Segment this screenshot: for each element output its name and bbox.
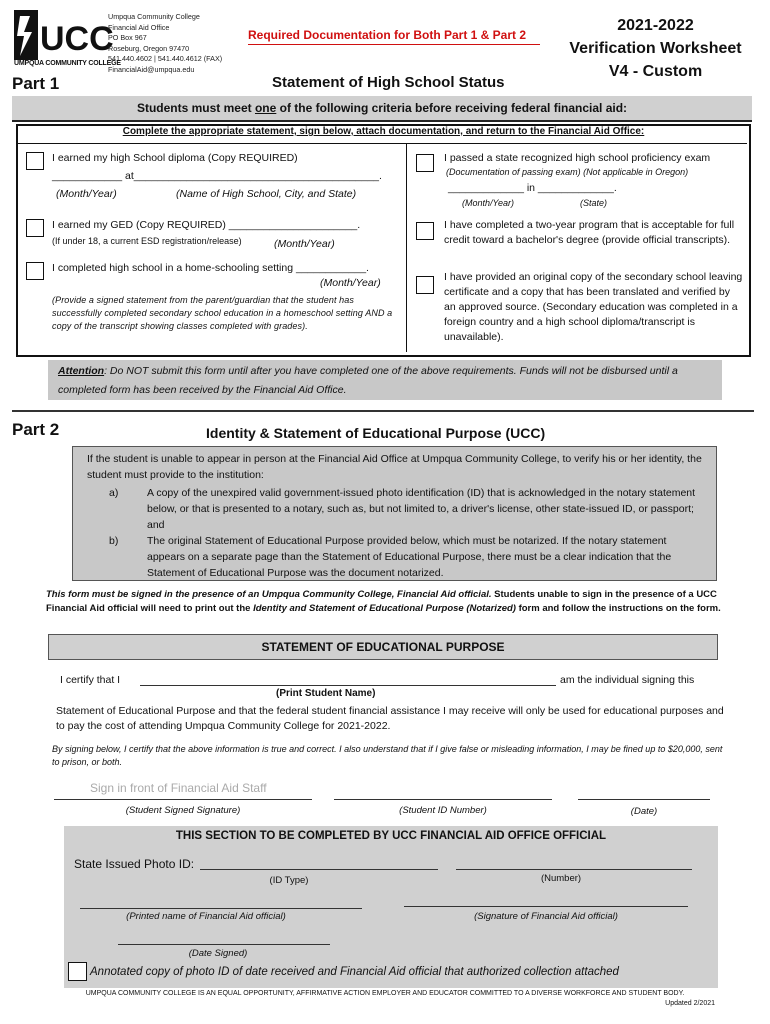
- soep-heading: STATEMENT OF EDUCATIONAL PURPOSE: [48, 634, 718, 660]
- date-label: (Date): [630, 806, 658, 817]
- date-input[interactable]: [578, 799, 710, 800]
- exam-note: (Documentation of passing exam) (Not applicable in Oregon): [446, 167, 689, 177]
- signing-note: This form must be signed in the presence of an Umpqua Community College, Financial Aid official. Students unable to sign in the presence of a UCC Financial Aid official will need to print out the Identity and Statement of Educational Purpose (Notarized) form and follow the instructions on the form.: [46, 589, 721, 614]
- logo-text: UCC: [40, 20, 114, 58]
- ged-month-label: (Month/Year): [274, 238, 335, 250]
- divider: [248, 44, 540, 45]
- statement-text: Statement of Educational Purpose and that the federal student financial assistance I may receive will only be used for educational purposes and to pay the cost of attending Umpqua Community College for 2021-2022.: [56, 705, 724, 732]
- email-link[interactable]: FinancialAid@umpqua.edu: [108, 64, 195, 74]
- diploma-month-label: (Month/Year): [56, 188, 117, 200]
- date-signed-input[interactable]: [118, 944, 330, 945]
- homeschool-checkbox[interactable]: [26, 262, 44, 280]
- official-printed-name-input[interactable]: [80, 908, 362, 909]
- divider: [406, 144, 407, 352]
- homeschool-month-label: (Month/Year): [320, 277, 381, 289]
- diploma-school-label: (Name of High School, City, and State): [176, 188, 357, 200]
- exam-state-label: (State): [580, 198, 608, 208]
- official-signature-label: (Signature of Financial Aid official): [474, 911, 618, 922]
- certify-prefix: I certify that I: [60, 674, 121, 686]
- exam-checkbox[interactable]: [416, 154, 434, 172]
- student-signature-input[interactable]: [54, 799, 312, 800]
- part2-title: Identity & Statement of Educational Purpose (UCC): [206, 425, 546, 441]
- print-name-label: (Print Student Name): [276, 688, 376, 699]
- criteria-bar: Students must meet one of the following criteria before receiving federal financial aid:: [12, 96, 752, 122]
- attention-box: Attention: Do NOT submit this form until after you have completed one of the above requirements. Funds will not be disbursed until a completed form has been received by the Financial Aid Office.: [48, 360, 722, 400]
- id-type-input[interactable]: [200, 869, 438, 870]
- printed-name-label: (Printed name of Financial Aid official): [126, 911, 286, 922]
- divider: [12, 410, 754, 412]
- official-heading: THIS SECTION TO BE COMPLETED BY UCC FINANCIAL AID OFFICE OFFICIAL: [175, 830, 607, 842]
- part1-title: Statement of High School Status: [272, 74, 505, 91]
- photo-id-label: State Issued Photo ID:: [74, 857, 195, 871]
- exam-month-label: (Month/Year): [462, 198, 515, 208]
- office-address: Umpqua Community College Financial Aid Office PO Box 967 Roseburg, Oregon 97470 541.440.4602 | 541.440.4612 (FAX) FinancialAid@umpqua.edu: [108, 12, 223, 74]
- diploma-option: I earned my high School diploma (Copy REQUIRED): [52, 152, 298, 164]
- part1-label: Part 1: [12, 74, 60, 93]
- divider: [18, 143, 747, 144]
- two-year-option: I have completed a two-year program that is acceptable for full credit toward a bachelor's degree (provide official transcripts).: [444, 219, 735, 246]
- form-title: 2021-2022 Verification Worksheet V4 - Custom: [569, 17, 742, 80]
- homeschool-option: I completed high school in a home-schooling setting ____________.: [52, 262, 369, 274]
- certify-suffix: am the individual signing this: [560, 674, 695, 686]
- annotated-label: Annotated copy of photo ID of date received and Financial Aid official that authorized collection attached: [90, 966, 619, 978]
- foreign-checkbox[interactable]: [416, 276, 434, 294]
- updated-date: Updated 2/2021: [665, 1000, 715, 1007]
- ged-checkbox[interactable]: [26, 219, 44, 237]
- identity-instructions: If the student is unable to appear in person at the Financial Aid Office at Umpqua Community College, to verify his or her identity, the student must provide to the institution: a) A copy of the unexpired valid government-issued photo identification (ID) that is acknowledged in the notary statement below, or that is presented to a notary, such as, but not limited to, a driver's license, other state-issued ID, or passport; and b) The original Statement of Educational Purpose provided below, which must be notarized. If the notary statement appears on a separate page than the Statement of Educational Purpose, there must be a clear indication that the Statement of Educational Purpose was the document notarized.: [72, 446, 717, 581]
- id-type-label: (ID Type): [269, 875, 309, 886]
- date-signed-label: (Date Signed): [188, 948, 248, 959]
- exam-option: I passed a state recognized high school proficiency exam: [444, 152, 711, 164]
- ged-note: (If under 18, a current ESD registration/release): [52, 236, 242, 246]
- part2-label: Part 2: [12, 420, 60, 439]
- student-id-label: (Student ID Number): [399, 805, 487, 816]
- signature-label: (Student Signed Signature): [125, 805, 241, 816]
- annotated-checkbox[interactable]: [68, 962, 87, 981]
- criteria-box-heading: Complete the appropriate statement, sign below, attach documentation, and return to the Financial Aid Office:: [122, 126, 645, 137]
- diploma-checkbox[interactable]: [26, 152, 44, 170]
- required-doc-notice: Required Documentation for Both Part 1 & Part 2: [248, 28, 527, 42]
- id-number-label: (Number): [540, 873, 582, 884]
- footer-text: UMPQUA COMMUNITY COLLEGE IS AN EQUAL OPPORTUNITY, AFFIRMATIVE ACTION EMPLOYER AND EDUCATOR COMMITTED TO A DIVERSE WORKFORCE AND STUDENT BODY.: [85, 990, 685, 997]
- signing-certification: By signing below, I certify that the above information is true and correct. I also understand that if I give false or misleading information, I may be fined up to $20,000, sent to prison, or both.: [52, 744, 723, 767]
- official-signature-input[interactable]: [404, 906, 688, 907]
- two-year-checkbox[interactable]: [416, 222, 434, 240]
- homeschool-note: (Provide a signed statement from the parent/guardian that the student has successfully completed secondary school education in a homeschool setting AND a copy of the transcript showing classes completed with grades).: [52, 295, 393, 331]
- foreign-option: I have provided an original copy of the secondary school leaving certificate and a copy that has been translated and verified by an approved source. (Secondary education was completed in a foreign country and a high school diploma/transcript is unavailable).: [444, 271, 743, 343]
- signature-placeholder: Sign in front of Financial Aid Staff: [90, 781, 267, 795]
- official-section: [64, 826, 718, 988]
- id-number-input[interactable]: [456, 869, 692, 870]
- logo-subtitle: UMPQUA COMMUNITY COLLEGE: [14, 60, 121, 67]
- student-name-input[interactable]: [140, 685, 556, 686]
- exam-line[interactable]: _____________ in _____________.: [448, 182, 617, 194]
- student-id-input[interactable]: [334, 799, 552, 800]
- ged-option: I earned my GED (Copy REQUIRED) ______________________.: [52, 219, 361, 231]
- diploma-line[interactable]: ____________ at__________________________________________.: [52, 170, 382, 182]
